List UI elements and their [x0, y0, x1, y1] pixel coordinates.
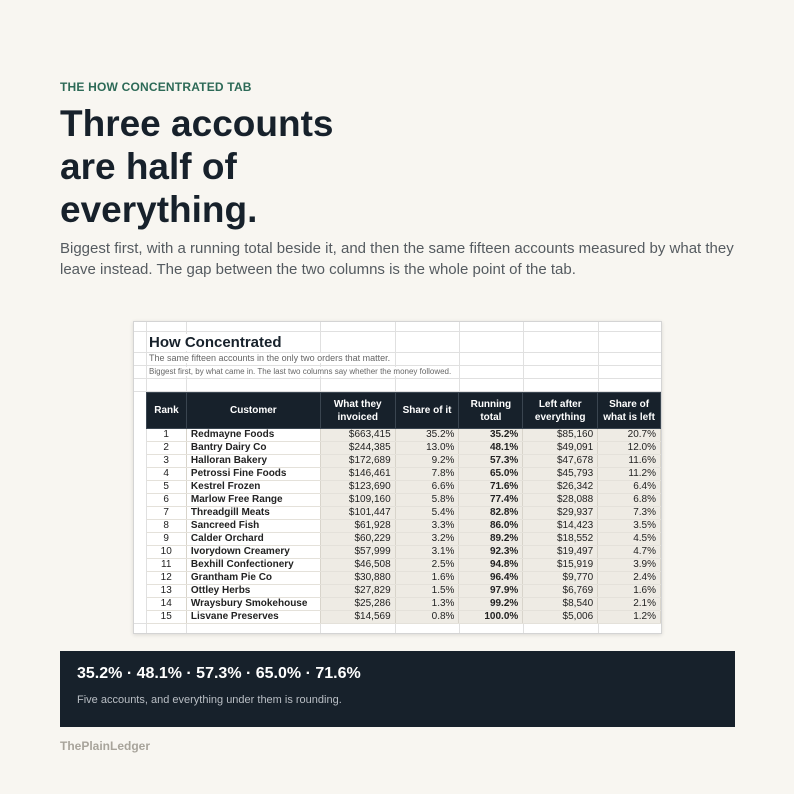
cell-rank: 13: [147, 585, 187, 598]
cell-customer: Redmayne Foods: [186, 429, 320, 442]
column-header-share: Share of it: [395, 393, 459, 429]
cell-invoiced: $244,385: [320, 442, 395, 455]
column-header-customer: Customer: [186, 393, 320, 429]
summary-banner: [60, 651, 735, 727]
cell-share-left: 11.2%: [598, 468, 661, 481]
cell-share-left: 2.1%: [598, 598, 661, 611]
cell-share: 6.6%: [395, 481, 459, 494]
cell-share-left: 3.9%: [598, 559, 661, 572]
cell-share-left: 4.5%: [598, 533, 661, 546]
table-row: [147, 507, 661, 520]
sheet-subtitle: The same fifteen accounts in the only two orders that matter.: [149, 353, 393, 363]
cell-share: 5.8%: [395, 494, 459, 507]
cell-rank: 3: [147, 455, 187, 468]
cell-customer: Grantham Pie Co: [186, 572, 320, 585]
cell-share-left: 6.8%: [598, 494, 661, 507]
cell-customer: Bantry Dairy Co: [186, 442, 320, 455]
cell-running-total: 48.1%: [459, 442, 523, 455]
cell-share-left: 12.0%: [598, 442, 661, 455]
table-header-row: [147, 393, 661, 429]
table-row: [147, 455, 661, 468]
cell-invoiced: $30,880: [320, 572, 395, 585]
cell-rank: 7: [147, 507, 187, 520]
cell-share-left: 20.7%: [598, 429, 661, 442]
column-header-share-left: Share of what is left: [598, 393, 661, 429]
cell-customer: Lisvane Preserves: [186, 611, 320, 624]
cell-share: 3.3%: [395, 520, 459, 533]
cell-invoiced: $172,689: [320, 455, 395, 468]
table-row: [147, 429, 661, 442]
cell-running-total: 97.9%: [459, 585, 523, 598]
cell-invoiced: $61,928: [320, 520, 395, 533]
cell-customer: Petrossi Fine Foods: [186, 468, 320, 481]
cell-share: 1.3%: [395, 598, 459, 611]
cell-rank: 15: [147, 611, 187, 624]
cell-left-after: $6,769: [523, 585, 598, 598]
cell-running-total: 71.6%: [459, 481, 523, 494]
table-row: [147, 585, 661, 598]
cell-share: 7.8%: [395, 468, 459, 481]
cell-left-after: $18,552: [523, 533, 598, 546]
cell-running-total: 99.2%: [459, 598, 523, 611]
cell-rank: 10: [147, 546, 187, 559]
table-row: [147, 598, 661, 611]
column-header-running-total: Running total: [459, 393, 523, 429]
cell-customer: Marlow Free Range: [186, 494, 320, 507]
cell-rank: 14: [147, 598, 187, 611]
cell-running-total: 100.0%: [459, 611, 523, 624]
cell-customer: Threadgill Meats: [186, 507, 320, 520]
cell-share: 0.8%: [395, 611, 459, 624]
banner-figures: 35.2% · 48.1% · 57.3% · 65.0% · 71.6%: [77, 665, 361, 682]
cell-running-total: 89.2%: [459, 533, 523, 546]
sheet-note: Biggest first, by what came in. The last two columns say whether the money followed.: [149, 367, 454, 376]
cell-share-left: 2.4%: [598, 572, 661, 585]
cell-share: 9.2%: [395, 455, 459, 468]
table-row: [147, 481, 661, 494]
cell-share: 5.4%: [395, 507, 459, 520]
cell-left-after: $26,342: [523, 481, 598, 494]
cell-left-after: $49,091: [523, 442, 598, 455]
column-header-left-after: Left after everything: [523, 393, 598, 429]
cell-left-after: $5,006: [523, 611, 598, 624]
table-row: [147, 533, 661, 546]
table-row: [147, 442, 661, 455]
cell-left-after: $45,793: [523, 468, 598, 481]
cell-share-left: 1.2%: [598, 611, 661, 624]
cell-invoiced: $46,508: [320, 559, 395, 572]
concentration-table: [146, 392, 661, 624]
cell-left-after: $47,678: [523, 455, 598, 468]
cell-rank: 9: [147, 533, 187, 546]
cell-share-left: 6.4%: [598, 481, 661, 494]
cell-invoiced: $25,286: [320, 598, 395, 611]
cell-share-left: 3.5%: [598, 520, 661, 533]
column-header-rank: Rank: [147, 393, 187, 429]
cell-left-after: $85,160: [523, 429, 598, 442]
cell-share: 1.5%: [395, 585, 459, 598]
cell-share-left: 1.6%: [598, 585, 661, 598]
cell-invoiced: $123,690: [320, 481, 395, 494]
cell-share: 35.2%: [395, 429, 459, 442]
brand-logo: ThePlainLedger: [60, 739, 151, 753]
cell-running-total: 77.4%: [459, 494, 523, 507]
table-row: [147, 546, 661, 559]
cell-share-left: 11.6%: [598, 455, 661, 468]
table-row: [147, 520, 661, 533]
cell-left-after: $28,088: [523, 494, 598, 507]
cell-left-after: $19,497: [523, 546, 598, 559]
cell-invoiced: $663,415: [320, 429, 395, 442]
cell-running-total: 82.8%: [459, 507, 523, 520]
eyebrow: THE HOW CONCENTRATED TAB: [60, 80, 252, 94]
cell-share-left: 4.7%: [598, 546, 661, 559]
cell-customer: Wraysbury Smokehouse: [186, 598, 320, 611]
cell-left-after: $14,423: [523, 520, 598, 533]
cell-left-after: $15,919: [523, 559, 598, 572]
table-row: [147, 494, 661, 507]
cell-running-total: 96.4%: [459, 572, 523, 585]
cell-customer: Halloran Bakery: [186, 455, 320, 468]
cell-invoiced: $60,229: [320, 533, 395, 546]
cell-customer: Ottley Herbs: [186, 585, 320, 598]
cell-left-after: $8,540: [523, 598, 598, 611]
cell-rank: 2: [147, 442, 187, 455]
column-header-invoiced: What they invoiced: [320, 393, 395, 429]
cell-rank: 12: [147, 572, 187, 585]
cell-rank: 4: [147, 468, 187, 481]
cell-share: 3.1%: [395, 546, 459, 559]
table-row: [147, 559, 661, 572]
spreadsheet-screenshot: [133, 321, 662, 634]
cell-customer: Bexhill Confectionery: [186, 559, 320, 572]
cell-customer: Kestrel Frozen: [186, 481, 320, 494]
cell-customer: Calder Orchard: [186, 533, 320, 546]
cell-left-after: $9,770: [523, 572, 598, 585]
cell-invoiced: $57,999: [320, 546, 395, 559]
cell-customer: Sancreed Fish: [186, 520, 320, 533]
lede: Biggest first, with a running total beside it, and then the same fifteen accounts measured by what they leave instead. The gap between the two columns is the whole point of the tab.: [60, 240, 734, 278]
cell-running-total: 65.0%: [459, 468, 523, 481]
cell-invoiced: $27,829: [320, 585, 395, 598]
banner-caption: Five accounts, and everything under them is rounding.: [77, 694, 342, 706]
cell-invoiced: $14,569: [320, 611, 395, 624]
cell-running-total: 35.2%: [459, 429, 523, 442]
cell-running-total: 57.3%: [459, 455, 523, 468]
cell-share: 3.2%: [395, 533, 459, 546]
cell-share: 1.6%: [395, 572, 459, 585]
cell-running-total: 86.0%: [459, 520, 523, 533]
cell-rank: 5: [147, 481, 187, 494]
cell-rank: 1: [147, 429, 187, 442]
cell-rank: 8: [147, 520, 187, 533]
cell-rank: 6: [147, 494, 187, 507]
sheet-title: How Concentrated: [149, 334, 286, 351]
cell-left-after: $29,937: [523, 507, 598, 520]
cell-invoiced: $109,160: [320, 494, 395, 507]
cell-invoiced: $101,447: [320, 507, 395, 520]
cell-share: 2.5%: [395, 559, 459, 572]
cell-running-total: 92.3%: [459, 546, 523, 559]
table-row: [147, 572, 661, 585]
headline: Three accounts are half of everything.: [60, 103, 334, 230]
cell-rank: 11: [147, 559, 187, 572]
cell-share-left: 7.3%: [598, 507, 661, 520]
table-row: [147, 468, 661, 481]
cell-invoiced: $146,461: [320, 468, 395, 481]
table-row: [147, 611, 661, 624]
cell-running-total: 94.8%: [459, 559, 523, 572]
cell-customer: Ivorydown Creamery: [186, 546, 320, 559]
cell-share: 13.0%: [395, 442, 459, 455]
